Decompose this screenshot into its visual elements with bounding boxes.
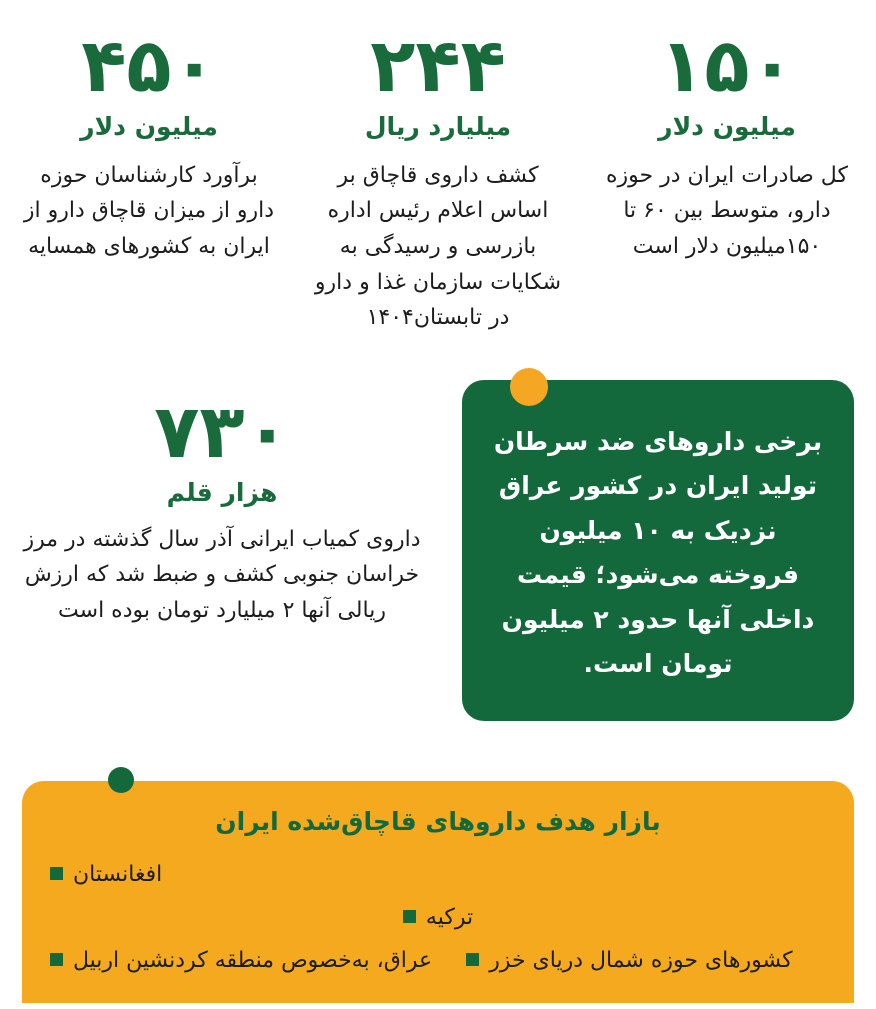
list-item bbox=[466, 948, 792, 973]
list-item bbox=[403, 905, 473, 930]
stat-number: ۴۵۰ bbox=[81, 23, 217, 109]
stat-unit: میلیون دلار bbox=[658, 111, 796, 141]
market-panel bbox=[22, 781, 854, 1003]
middle-row bbox=[16, 380, 860, 721]
bullet-square-icon bbox=[403, 910, 416, 923]
market-list-row bbox=[50, 905, 826, 930]
stat-unit: هزار قلم bbox=[166, 477, 278, 507]
callout-text: برخی داروهای ضد سرطان تولید ایران در کشور عراق نزدیک به ۱۰ میلیون فروخته می‌شود؛ قیمت داخلی آنها حدود ۲ میلیون تومان است. bbox=[493, 426, 823, 679]
list-item bbox=[50, 948, 432, 973]
market-list-row bbox=[50, 948, 826, 973]
list-item-label: کشورهای حوزه شمال دریای خزر bbox=[489, 947, 793, 973]
stat-card-4 bbox=[22, 380, 422, 629]
stat-card-2 bbox=[311, 23, 565, 336]
stat-card-1 bbox=[22, 23, 276, 265]
orange-dot-decoration bbox=[510, 368, 548, 406]
stat-description: داروی کمیاب ایرانی آذر سال گذشته در مرز خراسان جنوبی کشف و ضبط شد که ارزش ریالی آنها ۲ میلیارد تومان بوده است bbox=[23, 526, 421, 623]
market-list-row bbox=[50, 862, 826, 887]
green-dot-decoration bbox=[108, 767, 134, 793]
stat-number: ۱۵۰ bbox=[659, 23, 795, 109]
stat-number: ۲۴۴ bbox=[370, 23, 506, 109]
list-item bbox=[50, 862, 162, 887]
callout-card bbox=[462, 380, 854, 721]
market-panel-title: بازار هدف داروهای قاچاق‌شده ایران bbox=[215, 806, 661, 836]
bullet-square-icon bbox=[466, 953, 479, 966]
stat-description: کشف داروی قاچاق بر اساس اعلام رئیس اداره بازرسی و رسیدگی به شکایات سازمان غذا و دارو در تابستان۱۴۰۴ bbox=[314, 162, 562, 331]
stat-unit: میلیون دلار bbox=[80, 111, 218, 141]
market-list bbox=[50, 862, 826, 973]
list-item-label: عراق، به‌خصوص منطقه کردنشین اربیل bbox=[73, 947, 433, 973]
stat-number: ۷۳۰ bbox=[154, 388, 290, 475]
stat-description: کل صادرات ایران در حوزه دارو، متوسط بین ۶۰ تا ۱۵۰میلیون دلار است bbox=[606, 162, 848, 259]
stat-card-3 bbox=[600, 23, 854, 265]
top-stats-row bbox=[16, 23, 860, 336]
stat-unit: میلیارد ریال bbox=[364, 111, 512, 141]
bullet-square-icon bbox=[50, 867, 63, 880]
bullet-square-icon bbox=[50, 953, 63, 966]
market-panel-wrapper bbox=[22, 781, 854, 1003]
stat-description: برآورد کارشناسان حوزه دارو از میزان قاچاق دارو از ایران به کشورهای همسایه bbox=[23, 162, 275, 259]
list-item-label: ترکیه bbox=[425, 904, 474, 930]
list-item-label: افغانستان bbox=[73, 861, 163, 887]
callout-card-wrapper bbox=[462, 380, 854, 721]
